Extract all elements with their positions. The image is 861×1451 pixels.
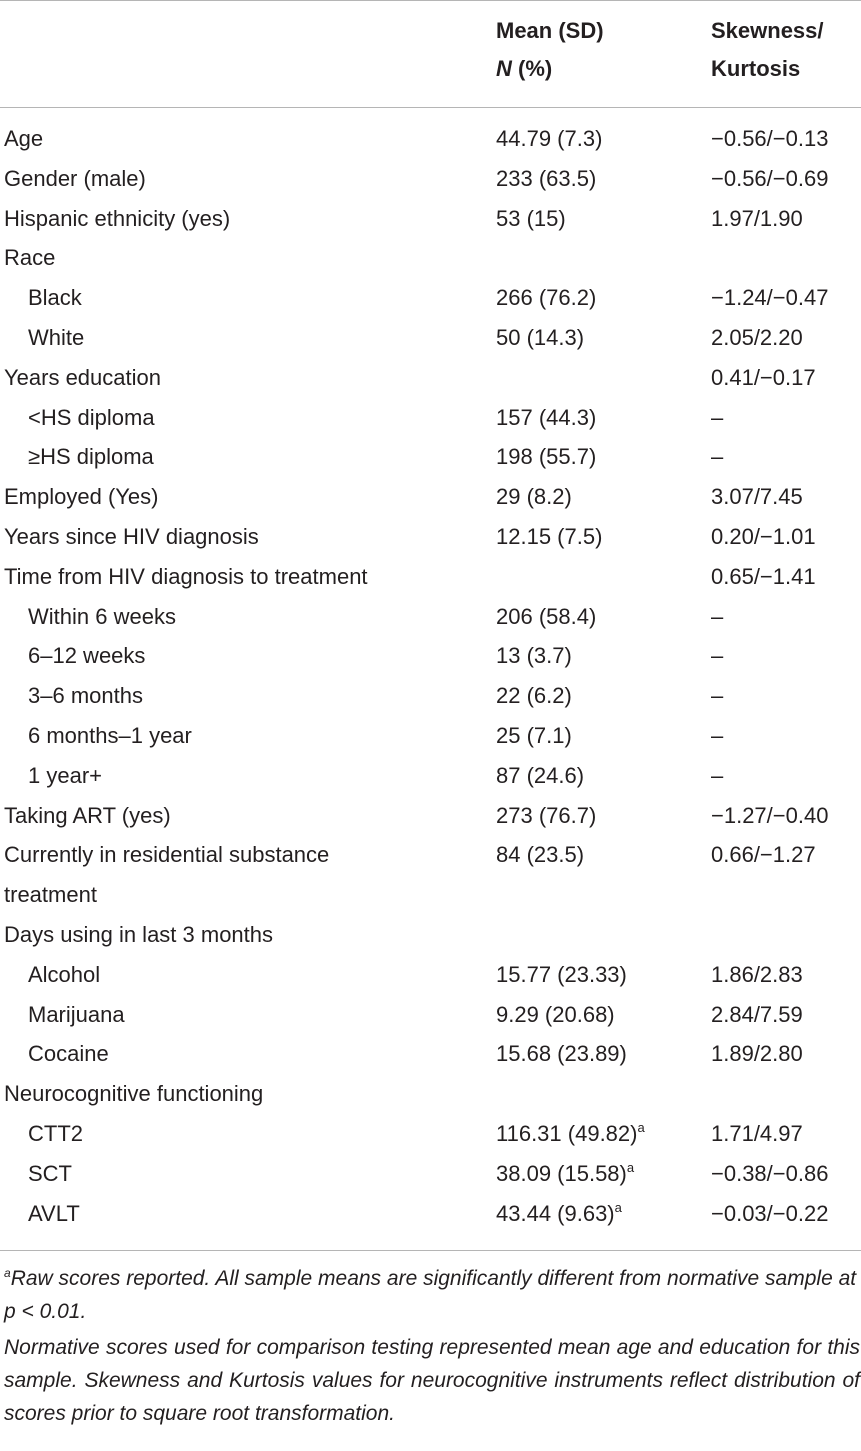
- table-row: [0, 159, 861, 199]
- row-stat: −0.56/−0.69: [711, 165, 829, 191]
- row-stat: –: [711, 722, 724, 748]
- row-value-cell: [496, 1154, 634, 1194]
- table-row: [0, 557, 861, 597]
- row-label: Hispanic ethnicity (yes): [4, 205, 231, 231]
- table-row: [0, 796, 861, 836]
- row-value: 233 (63.5): [496, 165, 597, 191]
- row-value: 15.77 (23.33): [496, 961, 627, 987]
- row-label: White: [28, 324, 85, 350]
- table-row: [0, 716, 861, 756]
- row-stat: –: [711, 762, 724, 788]
- row-stat: 1.97/1.90: [711, 205, 803, 231]
- row-value-cell: [496, 1194, 622, 1234]
- footnote-marker: a: [637, 1119, 645, 1135]
- row-label: Black: [28, 285, 82, 311]
- header-rule: [0, 107, 861, 108]
- row-stat: −1.27/−0.40: [711, 802, 829, 828]
- row-value: 50 (14.3): [496, 324, 585, 350]
- row-label: Years education: [4, 364, 161, 390]
- table-row: [0, 278, 861, 318]
- row-stat: –: [711, 444, 724, 470]
- table-row: [0, 1154, 861, 1194]
- footnote-marker: a: [614, 1199, 622, 1215]
- header-kurtosis-label: Kurtosis: [711, 56, 801, 81]
- footnote-a: [4, 1262, 860, 1328]
- header-n-italic: N: [496, 56, 512, 81]
- row-value: 116.31 (49.82): [496, 1120, 638, 1146]
- row-stat: –: [711, 603, 724, 629]
- footnote-a-text: Raw scores reported. All sample means are significantly different from normative sample at p < 0.01.: [4, 1267, 857, 1323]
- row-stat: 2.84/7.59: [711, 1001, 803, 1027]
- footnote-a-marker: a: [4, 1266, 11, 1280]
- table-row: [0, 199, 861, 239]
- row-value: 25 (7.1): [496, 722, 572, 748]
- row-label: Alcohol: [28, 961, 101, 987]
- row-label: Age: [4, 126, 44, 151]
- row-label: Gender (male): [4, 165, 146, 191]
- row-stat: –: [711, 643, 724, 669]
- footnote-note: Normative scores used for comparison testing represented mean age and education for this sample. Skewness and Kurtosis values for neurocognitive instruments reflect distribution of scores prior to square root transformation.: [4, 1336, 860, 1425]
- table-row: [0, 517, 861, 557]
- table-row: [0, 1194, 861, 1234]
- row-label: 6–12 weeks: [28, 643, 146, 669]
- row-value: 13 (3.7): [496, 643, 572, 669]
- row-stat: −0.56/−0.13: [711, 126, 829, 151]
- row-stat: 1.71/4.97: [711, 1120, 803, 1146]
- row-label: 6 months–1 year: [28, 722, 192, 748]
- header-percent: (%): [511, 56, 553, 81]
- row-value: 29 (8.2): [496, 484, 572, 510]
- table-row: [0, 676, 861, 716]
- row-value: 44.79 (7.3): [496, 126, 603, 151]
- row-value: 206 (58.4): [496, 603, 597, 629]
- row-stat: 3.07/7.45: [711, 484, 803, 510]
- row-label: Years since HIV diagnosis: [4, 523, 259, 549]
- row-stat: −0.38/−0.86: [711, 1160, 829, 1186]
- table-row: [0, 995, 861, 1035]
- row-stat: –: [711, 404, 724, 430]
- header-skewness-label: Skewness/: [711, 18, 824, 43]
- table-row: [0, 318, 861, 358]
- table-row: [0, 1074, 861, 1114]
- row-stat: 0.66/−1.27: [711, 842, 816, 868]
- row-label: Within 6 weeks: [28, 603, 176, 629]
- table-row: [0, 437, 861, 477]
- table-row: [0, 636, 861, 676]
- row-value: 53 (15): [496, 205, 566, 231]
- row-value: 15.68 (23.89): [496, 1041, 627, 1067]
- row-stat: 1.86/2.83: [711, 961, 803, 987]
- table-row: [0, 955, 861, 995]
- table-row: [0, 358, 861, 398]
- row-stat: −1.24/−0.47: [711, 285, 829, 311]
- row-label: 3–6 months: [28, 683, 143, 709]
- row-label: Time from HIV diagnosis to treatment: [4, 563, 368, 589]
- row-label: Race: [4, 245, 56, 271]
- column-header-mean-sd: [496, 12, 604, 88]
- row-value: 84 (23.5): [496, 842, 585, 868]
- table-footnotes: [4, 1262, 860, 1430]
- table-row: [0, 238, 861, 278]
- column-header-skewness-kurtosis: [711, 12, 824, 88]
- row-label: 1 year+: [28, 762, 102, 788]
- row-label: AVLT: [28, 1200, 80, 1226]
- row-value: 9.29 (20.68): [496, 1001, 615, 1027]
- row-value: 266 (76.2): [496, 285, 597, 311]
- row-value: 198 (55.7): [496, 444, 597, 470]
- row-value: 22 (6.2): [496, 683, 572, 709]
- row-label: CTT2: [28, 1120, 83, 1146]
- row-stat: 0.41/−0.17: [711, 364, 816, 390]
- row-value: 87 (24.6): [496, 762, 585, 788]
- row-label: Cocaine: [28, 1041, 109, 1067]
- footnote-marker: a: [626, 1159, 635, 1175]
- row-label: Currently in residential substance treatment: [4, 842, 330, 908]
- header-mean-sd-label: Mean (SD): [496, 18, 604, 43]
- row-value: 38.09 (15.58): [496, 1160, 627, 1186]
- table-row: [0, 915, 861, 955]
- row-label: Employed (Yes): [4, 484, 159, 510]
- row-stat: –: [711, 683, 724, 709]
- row-stat: 0.20/−1.01: [711, 523, 816, 549]
- table-row: [0, 597, 861, 637]
- row-label: Taking ART (yes): [4, 802, 171, 828]
- row-label: ≥HS diploma: [28, 444, 154, 470]
- header-n-percent-label: [496, 50, 604, 88]
- row-value: 12.15 (7.5): [496, 523, 603, 549]
- table-top-rule: [0, 0, 861, 1]
- row-label: Days using in last 3 months: [4, 921, 274, 947]
- row-label: SCT: [28, 1160, 72, 1186]
- row-value-cell: [496, 1114, 645, 1154]
- table-row: [0, 1114, 861, 1154]
- row-label: Marijuana: [28, 1001, 125, 1027]
- table-row: [0, 756, 861, 796]
- row-stat: 0.65/−1.41: [711, 563, 816, 589]
- row-label: Neurocognitive functioning: [4, 1081, 264, 1107]
- table-row: [0, 119, 861, 159]
- row-stat: −0.03/−0.22: [711, 1200, 829, 1226]
- table-row: [0, 477, 861, 517]
- row-value: 273 (76.7): [496, 802, 597, 828]
- row-label: <HS diploma: [28, 404, 155, 430]
- table-row: [0, 1034, 861, 1074]
- table-row: [0, 398, 861, 438]
- row-value: 43.44 (9.63): [496, 1200, 615, 1226]
- row-stat: 1.89/2.80: [711, 1041, 803, 1067]
- row-value: 157 (44.3): [496, 404, 597, 430]
- table-bottom-rule: [0, 1250, 861, 1251]
- table-body: [0, 119, 861, 1233]
- row-stat: 2.05/2.20: [711, 324, 803, 350]
- table-row: [0, 835, 861, 915]
